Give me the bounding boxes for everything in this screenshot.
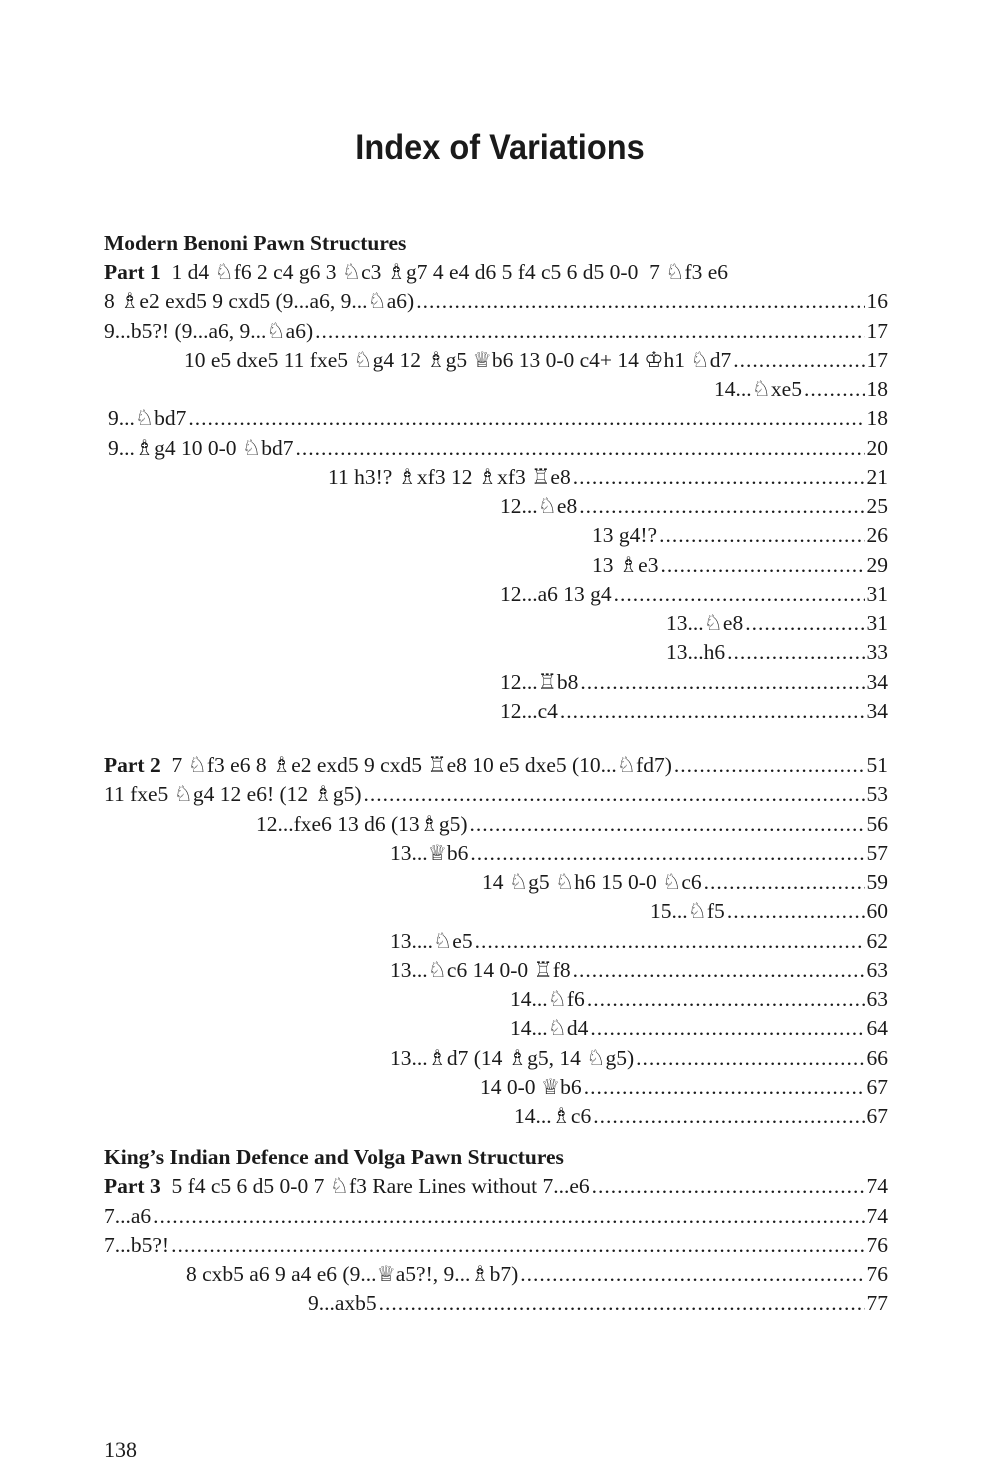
entry-text (390, 839, 468, 868)
index-entry (104, 1231, 888, 1260)
index-entry (104, 1260, 888, 1289)
entry-text (510, 1014, 588, 1043)
page-ref: 64 (866, 1016, 888, 1041)
move-sequence: 13 ♗e3 (592, 552, 659, 577)
move-sequence: 5 f4 c5 6 d5 0-0 7 ♘f3 Rare Lines without 7...e6 (160, 1174, 590, 1199)
move-sequence: 11 fxe5 ♘g4 12 e6! (12 ♗g5) (104, 782, 362, 807)
entry-text (390, 927, 473, 956)
page-ref: 18 (866, 406, 888, 431)
index-entry (104, 638, 888, 667)
index-entry (104, 751, 888, 780)
page-ref: 60 (866, 899, 888, 924)
part-label: Part 2 (104, 753, 161, 777)
entry-text (104, 287, 414, 316)
page-ref: 74 (866, 1174, 888, 1199)
dot-leader (171, 1231, 864, 1260)
dot-leader (475, 927, 865, 956)
entry-text (328, 463, 571, 492)
index-entry (104, 317, 888, 346)
move-sequence: 8 ♗e2 exd5 9 cxd5 (9...a6, 9...♘a6) (104, 289, 415, 314)
page-ref: 34 (866, 698, 888, 723)
page-ref: 66 (866, 1045, 888, 1070)
dot-leader (379, 1289, 865, 1318)
index-entry (104, 897, 888, 926)
section-kings-indian (104, 1143, 888, 1318)
dot-leader (580, 668, 864, 697)
move-sequence: 13...h6 (666, 640, 726, 665)
move-sequence: 14 0-0 ♕b6 (480, 1074, 582, 1099)
section-part-2 (104, 751, 888, 1131)
page-ref: 74 (866, 1203, 888, 1228)
page-title: Index of Variations (355, 128, 645, 167)
index-entry (104, 521, 888, 550)
index-entry (104, 985, 888, 1014)
index-entry (104, 609, 888, 638)
dot-leader (188, 404, 864, 433)
section-modern-benoni (104, 229, 888, 726)
index-entry (104, 1289, 888, 1318)
index-entry (104, 492, 888, 521)
move-sequence: 15...♘f5 (650, 899, 725, 924)
dot-leader (674, 751, 865, 780)
index-entry (104, 668, 888, 697)
index-entry (104, 927, 888, 956)
dot-leader (727, 638, 864, 667)
dot-leader (704, 868, 865, 897)
entry-text (650, 897, 725, 926)
entry-text (666, 638, 725, 667)
index-entry (104, 1102, 888, 1131)
move-sequence: 13...♘e8 (666, 611, 744, 635)
move-sequence: 14...♘xe5 (714, 377, 802, 401)
page-ref: 59 (866, 870, 888, 894)
entry-text (308, 1289, 377, 1318)
dot-leader (470, 839, 864, 868)
entry-text (510, 985, 585, 1014)
page-ref: 34 (866, 669, 888, 694)
page-ref: 18 (866, 377, 888, 401)
dot-leader (295, 434, 864, 463)
move-sequence: 14...♗c6 (514, 1104, 592, 1128)
spacer (104, 1131, 888, 1143)
move-sequence: 7 ♘f3 e6 8 ♗e2 exd5 9 cxd5 ♖e8 10 e5 dxe5 (10...♘fd7) (160, 753, 672, 777)
entry-text (482, 868, 702, 897)
entry-text (390, 956, 571, 985)
move-sequence: 9...♘bd7 (108, 406, 187, 431)
dot-leader (745, 609, 864, 638)
entry-text (390, 1044, 634, 1073)
dot-leader (614, 580, 865, 609)
page-ref: 33 (866, 640, 888, 665)
page-ref: 67 (866, 1074, 888, 1099)
dot-leader (590, 1014, 864, 1043)
move-sequence: 9...axb5 (308, 1291, 377, 1316)
index-entry (104, 463, 888, 492)
page-ref: 67 (866, 1104, 888, 1128)
section-rows (104, 751, 888, 1131)
page-ref: 26 (866, 523, 888, 548)
index-content (104, 229, 888, 1319)
section-heading: King’s Indian Defence and Volga Pawn Structures (104, 1145, 564, 1170)
entry-text (104, 780, 361, 809)
page-ref: 63 (866, 957, 888, 982)
index-entry (104, 810, 888, 839)
move-sequence: 12...fxe6 13 d6 (13♗g5) (256, 811, 468, 836)
part-label: Part 1 (104, 260, 161, 284)
page-ref: 51 (866, 753, 888, 777)
move-sequence: 7...b5?! (104, 1232, 170, 1257)
page-number: 138 (104, 1437, 137, 1462)
entry-text (104, 258, 888, 287)
page-ref: 63 (866, 987, 888, 1011)
page-ref: 31 (866, 581, 888, 606)
move-sequence: 13....♘e5 (390, 928, 473, 953)
move-sequence: 13...♘c6 14 0-0 ♖f8 (390, 957, 571, 982)
move-sequence: 13...♗d7 (14 ♗g5, 14 ♘g5) (390, 1045, 635, 1070)
dot-leader (733, 346, 864, 375)
dot-leader (579, 492, 864, 521)
page-ref: 56 (866, 811, 888, 836)
index-entry (104, 956, 888, 985)
entry-text (104, 1172, 590, 1201)
move-sequence: 8 cxb5 a6 9 a4 e6 (9...♕a5?!, 9...♗b7) (186, 1262, 519, 1286)
move-sequence: 13...♕b6 (390, 840, 469, 865)
index-entry (104, 580, 888, 609)
entry-text (480, 1073, 582, 1102)
entry-text (666, 609, 743, 638)
page-ref: 17 (866, 347, 888, 372)
move-sequence: 12...♖b8 (500, 669, 579, 694)
index-entry (104, 839, 888, 868)
page-ref: 20 (866, 435, 888, 460)
index-entry (104, 780, 888, 809)
move-sequence: 10 e5 dxe5 11 fxe5 ♘g4 12 ♗g5 ♕b6 13 0-0 c4+ 14 ♔h1 ♘d7 (184, 347, 732, 372)
page-ref: 62 (866, 928, 888, 953)
dot-leader (587, 985, 865, 1014)
move-sequence: 14...♘f6 (510, 987, 585, 1011)
index-entry (104, 1014, 888, 1043)
index-entry (104, 1044, 888, 1073)
section-rows (104, 1172, 888, 1318)
spacer (104, 726, 888, 751)
entry-text (714, 375, 802, 404)
page-ref: 17 (866, 318, 888, 343)
page-ref: 77 (866, 1291, 888, 1316)
entry-text (500, 580, 612, 609)
page-ref: 29 (866, 552, 888, 577)
dot-leader (573, 956, 865, 985)
move-sequence: 13 g4!? (592, 523, 658, 548)
dot-leader (153, 1202, 864, 1231)
page-ref: 53 (866, 782, 888, 807)
index-entry (104, 868, 888, 897)
dot-leader (636, 1044, 864, 1073)
move-sequence: 9...♗g4 10 0-0 ♘bd7 (108, 435, 294, 460)
entry-text (592, 551, 658, 580)
dot-leader (520, 1260, 864, 1289)
move-sequence: 9...b5?! (9...a6, 9...♘a6) (104, 318, 314, 343)
page-ref: 31 (866, 611, 888, 635)
page-ref: 57 (866, 840, 888, 865)
index-entry (104, 1202, 888, 1231)
move-sequence: 11 h3!? ♗xf3 12 ♗xf3 ♖e8 (328, 464, 571, 489)
move-sequence: 1 d4 ♘f6 2 c4 g6 3 ♘c3 ♗g7 4 e4 d6 5 f4 c5 6 d5 0-0 7 ♘f3 e6 (160, 260, 729, 284)
entry-text (256, 810, 468, 839)
part-label: Part 3 (104, 1174, 161, 1199)
dot-leader (659, 521, 864, 550)
entry-text (104, 317, 313, 346)
move-sequence: 14 ♘g5 ♘h6 15 0-0 ♘c6 (482, 870, 702, 894)
index-entry (104, 375, 888, 404)
entry-text (500, 492, 577, 521)
dot-leader (573, 463, 865, 492)
page-ref: 21 (866, 464, 888, 489)
dot-leader (660, 551, 864, 580)
entry-text (104, 1231, 169, 1260)
index-entry (104, 404, 888, 433)
move-sequence: 12...♘e8 (500, 494, 578, 518)
dot-leader (804, 375, 865, 404)
dot-leader (560, 697, 865, 726)
entry-text (108, 404, 186, 433)
dot-leader (416, 287, 864, 316)
dot-leader (727, 897, 865, 926)
dot-leader (592, 1172, 865, 1201)
section-heading: Modern Benoni Pawn Structures (104, 231, 407, 255)
dot-leader (584, 1073, 865, 1102)
index-entry (104, 1172, 888, 1201)
dot-leader (470, 810, 865, 839)
entry-text (514, 1102, 591, 1131)
entry-text (500, 697, 558, 726)
section-rows (104, 258, 888, 726)
entry-text (592, 521, 657, 550)
dot-leader (593, 1102, 864, 1131)
page-ref: 76 (866, 1262, 888, 1286)
index-entry (104, 346, 888, 375)
move-sequence: 14...♘d4 (510, 1016, 589, 1041)
move-sequence: 7...a6 (104, 1203, 152, 1228)
move-sequence: 12...a6 13 g4 (500, 581, 612, 606)
dot-leader (363, 780, 864, 809)
entry-text (108, 434, 293, 463)
dot-leader (315, 317, 864, 346)
page-ref: 76 (866, 1232, 888, 1257)
entry-text (184, 346, 731, 375)
index-entry (104, 287, 888, 316)
index-entry (104, 1073, 888, 1102)
index-entry (104, 551, 888, 580)
index-entry (104, 434, 888, 463)
page-ref: 16 (866, 289, 888, 314)
entry-text (500, 668, 578, 697)
page-ref: 25 (866, 494, 888, 518)
move-sequence: 12...c4 (500, 698, 558, 723)
index-entry (104, 697, 888, 726)
entry-text (104, 751, 672, 780)
entry-text (104, 1202, 151, 1231)
entry-text (186, 1260, 518, 1289)
index-entry (104, 258, 888, 287)
